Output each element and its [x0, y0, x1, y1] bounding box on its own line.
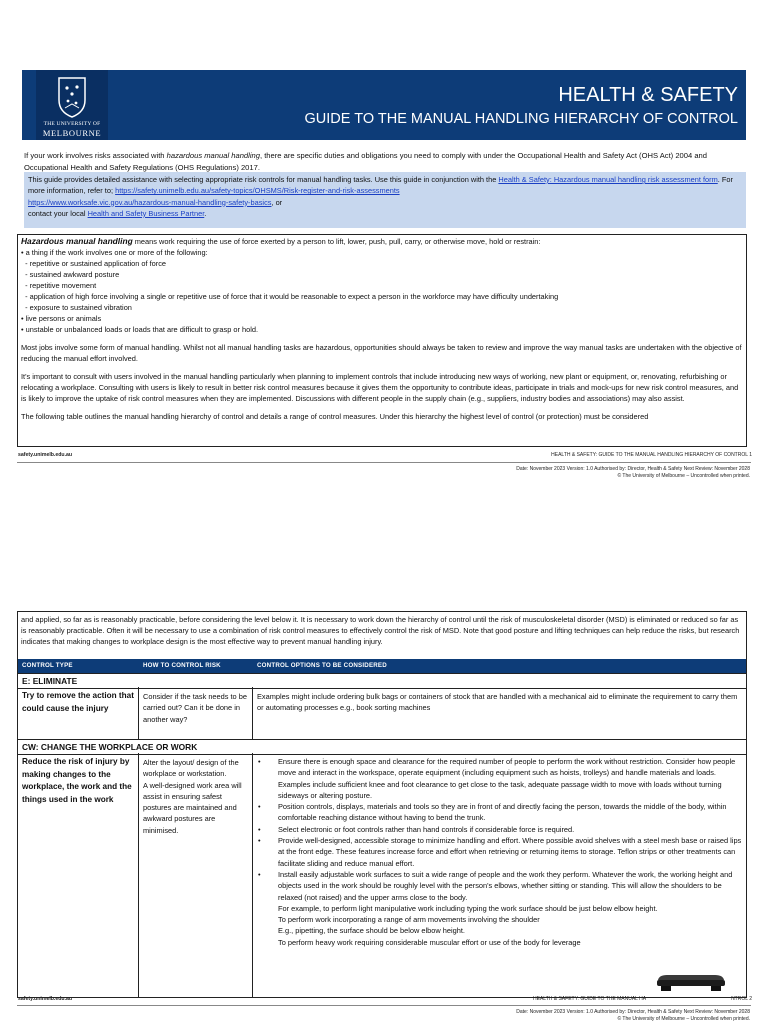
business-partner-link[interactable]: Health and Safety Business Partner — [87, 208, 205, 218]
col-divider — [138, 687, 139, 739]
footer-meta: Date: November 2023 Version: 1.0 Authorised by: Director, Health & Safety Next Review: November 2028 — [516, 466, 750, 472]
info-text: This guide provides detailed assistance with selecting appropriate risk controls for manual handling tasks. Use this guide in conjunction with the — [28, 175, 499, 184]
definition-list-item: - application of high force involving a single or repetitive use of force that it would be reasonable to expect a person in the workforce may have difficulty undertaking — [21, 292, 559, 301]
definition-list-item: • unstable or unbalanced loads or loads that are difficult to grasp or hold. — [21, 325, 259, 334]
definition-para-1: Most jobs involve some form of manual handling. Whilst not all manual handling tasks are hazardous, opportunities should always be taken to review and improve the way manual tasks are undertaken with the objective of reducing the manual effort involved. — [21, 343, 742, 363]
header-control-type: CONTROL TYPE — [22, 662, 73, 669]
section-change-workplace — [18, 739, 746, 755]
university-logo — [36, 70, 108, 140]
definition-heading — [21, 236, 743, 247]
control-option-item: • Provide well-designed, accessible storage to minimize handling and effort. Where possible avoid shelves with a steel mesh base or raised lips at the front edge. These features increase force and effort when retrieving or returning items to storage. Teflon strips or other treatments can facilitate sliding and reduce manual effort. — [254, 835, 744, 869]
control-option-item: For example, to perform light manipulative work including typing the work surface should be just below elbow height. — [278, 903, 658, 913]
definition-text: means work requiring the use of force exerted by a person to lift, lower, push, pull, carry, or otherwise move, hold or restrain: — [132, 237, 541, 246]
section-eliminate-label: E: ELIMINATE — [22, 676, 78, 686]
definition-list-item: • live persons or animals — [21, 314, 102, 323]
change-how-b: A well-designed work area will assist in ensuring safest postures are maintained and awkward postures are minimised. — [143, 780, 242, 835]
footer-page-label: HEALTH & SAFETY: GUIDE TO THE MANUAL HANDLING HIERARCHY OF CONTROL 1 — [551, 452, 752, 458]
control-option-item: • Select electronic or foot controls rather than hand controls if considerable force is required. — [254, 824, 744, 835]
eliminate-how: Consider if the task needs to be carried out? Can it be done in another way? — [143, 692, 247, 724]
table-header-row — [18, 659, 746, 673]
change-options-list — [254, 756, 744, 948]
risk-assessment-form-link[interactable]: Health & Safety: Hazardous manual handling risk assessment form — [498, 175, 718, 184]
header-how-to-control: HOW TO CONTROL RISK — [143, 662, 221, 669]
definition-para-2: It's important to consult with users involved in the manual handling particularly when planning to implement controls that include introducing new ways of working, new plant or equipment, or, renovating, refurbishing or relocating a workplace. Consulting with users is likely to result in better risk control measures because it gives them the opportunity to contribute ideas, participate in trials and mock-ups for new risk control measures, and is likely to improve the uptake of risk control measures when they are implemented. Discussions with different people in the supply chain (e.g., suppliers, industry bodies and associations) may also assist. — [21, 372, 739, 403]
info-or: , or — [271, 197, 283, 207]
footer-divider — [17, 462, 751, 463]
definition-list — [21, 247, 743, 335]
document-title: HEALTH & SAFETY — [558, 84, 738, 106]
footer2-site: safety.unimelb.edu.au — [18, 996, 73, 1002]
definition-para-3: The following table outlines the manual handling hierarchy of control and details a range of control measures. Under this hierarchy the highest level of control (or protection) must be considered — [21, 412, 649, 421]
definition-list-item: - sustained awkward posture — [21, 270, 120, 279]
footer2-page-number: NTROL 2 — [731, 996, 752, 1002]
intro-text: If your work involves risks associated with — [24, 151, 167, 160]
document-subtitle: GUIDE TO THE MANUAL HANDLING HIERARCHY OF CONTROL — [304, 111, 738, 127]
info-contact: contact your local — [28, 208, 88, 218]
definition-term: Hazardous manual handling — [21, 236, 133, 246]
header-control-options: CONTROL OPTIONS TO BE CONSIDERED — [257, 662, 387, 669]
control-option-item: To perform work incorporating a range of arm movements involving the shoulder — [278, 915, 540, 925]
worksafe-link[interactable]: https://www.worksafe.vic.gov.au/hazardous-manual-handling-safety-basics — [28, 197, 272, 207]
definition-list-item: • a thing if the work involves one or more of the following: — [21, 248, 208, 257]
control-option-item: • Ensure there is enough space and clearance for the required number of people to perform the work without restriction. Consider how people move and interact in the workspace, operate equipment (including equipment such as hoists, trolleys) and handle materials and loads. — [254, 756, 744, 779]
control-option-item: To perform heavy work requiring considerable muscular effort or use of the body for leverage — [278, 937, 581, 947]
change-options — [254, 756, 744, 948]
footer-copyright: © The University of Melbourne – Uncontrolled when printed. — [617, 473, 750, 479]
eliminate-options: Examples might include ordering bulk bags or containers of stock that are handled with a mechanical aid to eliminate the requirement to carry them or automating processes e.g., book sorting machines — [257, 692, 738, 713]
control-option-item: • Install easily adjustable work surfaces to suit a wide range of people and the work they perform. Whatever the work, the working height and objects used in the work should be roughly level with the person's elbows, whether sitting or standing. This will allow the shoulders to be relaxed (not raised) and the upper arms close to the body. — [254, 869, 744, 903]
info-period: . — [204, 208, 207, 218]
logo-line1: THE UNIVERSITY OF — [43, 121, 101, 127]
change-how-a: Alter the layout/ design of the workplace or workstation. — [143, 758, 239, 779]
footer2-divider — [17, 1005, 751, 1006]
step-platform-image — [655, 972, 727, 992]
definition-list-item: - repetitive movement — [21, 281, 97, 290]
page2-content — [17, 611, 747, 998]
change-how — [143, 757, 247, 836]
risk-register-link[interactable]: https://safety.unimelb.edu.au/safety-topics/OHSMS/Risk-register-and-risk-assessments — [115, 186, 400, 196]
section-eliminate — [18, 673, 746, 689]
footer2-copyright: © The University of Melbourne – Uncontrolled when printed. — [617, 1016, 750, 1022]
page2-intro: and applied, so far as is reasonably practicable, before considering the level below it. It is necessary to work down the hierarchy of control until the risk of musculoskeletal disorder (MSD) is eliminated or reduced so far as is reasonably practicable. Often it will be necessary to use a combination of risk control measures to effectively control the risk of MSD. Note that good posture and lifting techniques can help reduce the risks, but research indicates that making changes to workplace design is the most effective way to prevent manual handling injury. — [21, 615, 740, 646]
control-option-item: • Position controls, displays, materials and tools so they are in front of and directly facing the person, towards the middle of the body, within comfortable reaching distance without having to bend the trunk. — [254, 801, 744, 824]
definition-box — [17, 234, 747, 447]
change-control-type: Reduce the risk of injury by making changes to the workplace, the work and the things used in the work — [22, 757, 132, 804]
control-option-item: Examples include sufficient knee and foot clearance to get close to the task, adequate passage width to move with loads without turning sideways or altering posture. — [278, 779, 722, 800]
eliminate-control-type: Try to remove the action that could cause the injury — [22, 691, 134, 713]
intro-text-cont: , there are specific duties and obligations you need to comply with under the Occupational Health and Safety Act (OHS Act) 2004 and Occupational Health and Safety Regulations (OHS Regulations) 2017. — [24, 151, 707, 172]
section-change-workplace-label: CW: CHANGE THE WORKPLACE OR WORK — [22, 742, 198, 752]
footer-site: safety.unimelb.edu.au — [18, 452, 73, 458]
info-box — [24, 172, 746, 228]
col-divider — [252, 753, 253, 998]
crest-icon — [57, 76, 87, 118]
intro-paragraph — [24, 150, 744, 173]
control-option-item: E.g., pipetting, the surface should be below elbow height. — [278, 926, 465, 936]
col-divider — [252, 687, 253, 739]
info-text-cont: . For more information, refer to; — [28, 175, 733, 196]
definition-list-item: - exposure to sustained vibration — [21, 303, 132, 312]
intro-emphasis: hazardous manual handling — [166, 151, 260, 160]
footer2-meta: Date: November 2023 Version: 1.0 Authorised by: Director, Health & Safety Next Review: November 2028 — [516, 1009, 750, 1015]
logo-line2: MELBOURNE — [42, 128, 102, 138]
footer2-page-label: HEALTH & SAFETY: GUIDE TO THE MANUAL HA — [533, 996, 647, 1002]
col-divider — [138, 753, 139, 998]
definition-list-item: - repetitive or sustained application of force — [21, 259, 167, 268]
